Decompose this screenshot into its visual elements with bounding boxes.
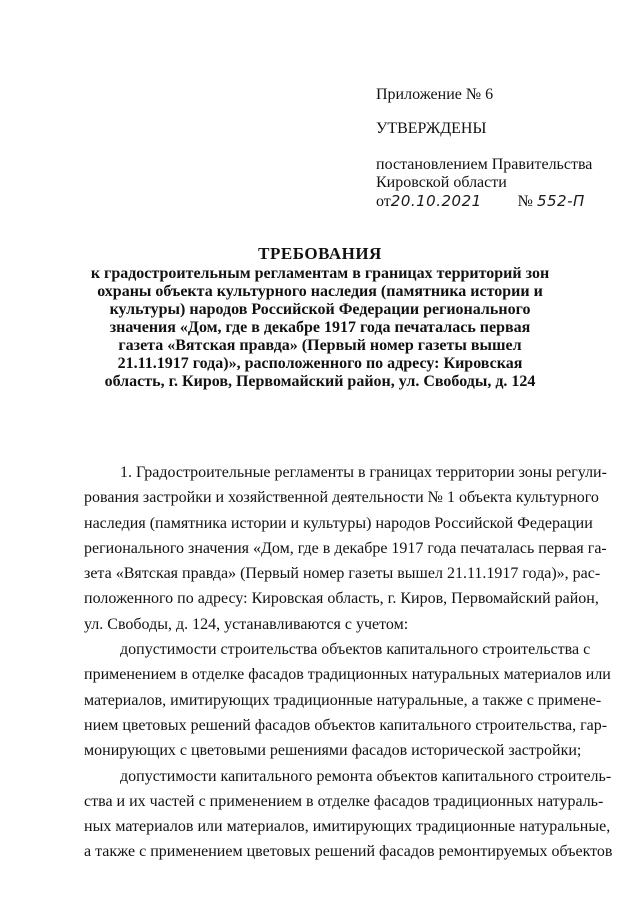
paragraph-3 bbox=[84, 764, 613, 865]
text-line: а также с применением цветовых решений фасадов ремонтируемых объектов bbox=[84, 843, 613, 861]
text-line: применением в отделке фасадов традиционных натуральных материалов или bbox=[84, 666, 611, 684]
date-prefix: от bbox=[376, 193, 391, 210]
decree-line-1: постановлением Правительства bbox=[376, 156, 593, 173]
text-line: рования застройки и хозяйственной деятельности № 1 объекта культурного bbox=[84, 489, 599, 507]
body-text bbox=[84, 460, 613, 865]
text-line: наследия (памятника истории и культуры) народов Российской Федерации bbox=[84, 514, 593, 532]
title-line: охраны объекта культурного наследия (памятника истории и bbox=[97, 283, 543, 300]
text-line: ул. Свободы, д. 124, устанавливаются с учетом: bbox=[84, 615, 409, 633]
handwritten-number: 552-П bbox=[536, 192, 585, 210]
text-line: регионального значения «Дом, где в декабре 1917 года печаталась первая га- bbox=[84, 539, 607, 557]
title-line: значения «Дом, где в декабре 1917 года печаталась первая bbox=[109, 319, 531, 336]
text-line: ства и их частей с применением в отделке фасадов традиционных натураль- bbox=[84, 792, 604, 810]
title-line: культуры) народов Российской Федерации регионального bbox=[109, 301, 531, 318]
text-line: допустимости строительства объектов капитального строительства с bbox=[120, 641, 591, 659]
document-title bbox=[80, 245, 560, 391]
paragraph-2 bbox=[84, 637, 611, 763]
text-line: положенного по адресу: Кировская область, г. Киров, Первомайский район, bbox=[84, 590, 599, 608]
handwritten-date: 20.10.2021 bbox=[390, 192, 482, 210]
paragraph-1 bbox=[84, 460, 607, 637]
title-line: область, г. Киров, Первомайский район, ул. Свободы, д. 124 bbox=[104, 373, 536, 390]
text-line: материалов, имитирующих традиционные натуральные, а также с примене- bbox=[84, 691, 602, 709]
text-line: монирующих с цветовыми решениями фасадов исторической застройки; bbox=[84, 742, 582, 760]
decree-line-2: Кировской области bbox=[376, 174, 507, 191]
appendix-label: Приложение № 6 bbox=[376, 86, 494, 103]
text-line: 1. Градостроительные регламенты в границах территории зоны регули- bbox=[120, 464, 607, 481]
approved-label: УТВЕРЖДЕНЫ bbox=[376, 120, 487, 137]
text-line: нием цветовых решений фасадов объектов капитального строительства, гар- bbox=[84, 716, 608, 734]
date-number-line bbox=[376, 192, 626, 211]
title-line: газета «Вятская правда» (Первый номер газеты вышел bbox=[118, 337, 522, 354]
text-line: допустимости капитального ремонта объектов капитального строитель- bbox=[120, 767, 612, 785]
text-line: ных материалов или материалов, имитирующих традиционные натуральные, bbox=[84, 818, 611, 836]
text-line: зета «Вятская правда» (Первый номер газеты вышел 21.11.1917 года)», рас- bbox=[84, 565, 601, 583]
number-prefix: № bbox=[517, 193, 533, 210]
title-line: к градостроительным регламентам в границах территорий зон bbox=[90, 265, 550, 282]
title-line: 21.11.1917 года)», расположенного по адресу: Кировская bbox=[117, 355, 523, 372]
approval-block bbox=[376, 86, 626, 211]
title-heading: ТРЕБОВАНИЯ bbox=[258, 244, 382, 263]
